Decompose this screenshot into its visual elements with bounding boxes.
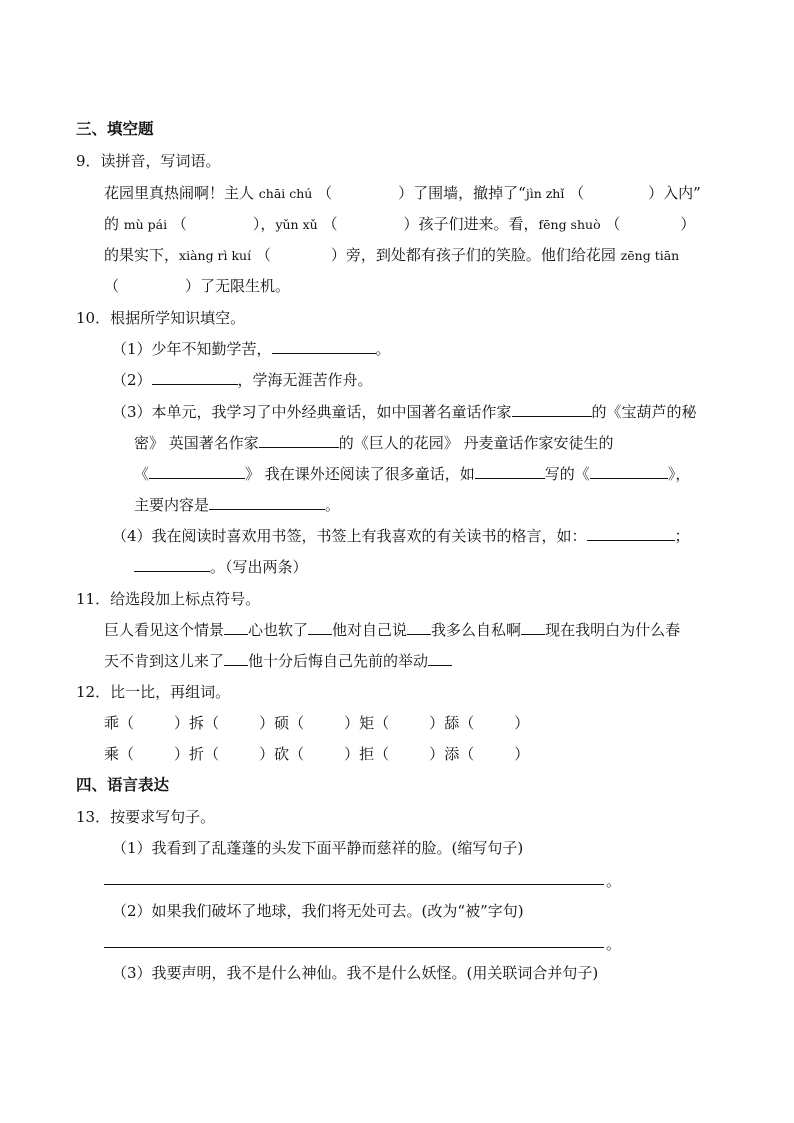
q10-sub-4-line-1 bbox=[112, 526, 690, 546]
bracket: （ bbox=[289, 745, 305, 763]
answer-blank[interactable] bbox=[134, 557, 210, 572]
bracket: （ bbox=[204, 714, 220, 732]
text: 的果实下， bbox=[104, 246, 180, 264]
text: ）了无限生机。 bbox=[185, 277, 291, 295]
text: 。 bbox=[375, 340, 391, 358]
character: 拆 bbox=[189, 714, 205, 732]
bracket: （ bbox=[569, 184, 585, 202]
answer-period: 。 bbox=[606, 935, 622, 953]
text: （3）本单元，我学习了中外经典童话，如中国著名童话作家 bbox=[112, 403, 512, 421]
text: 的《宝葫芦的秘 bbox=[591, 403, 697, 421]
punctuation-blank[interactable] bbox=[224, 620, 248, 635]
question-12-title: 12．比一比，再组词。 bbox=[76, 683, 231, 701]
q10-sub-2 bbox=[112, 370, 373, 390]
q10-sub-3-line-4 bbox=[134, 495, 340, 515]
text: 》 我在课外还阅读了很多童话，如 bbox=[245, 465, 475, 483]
pinyin: xiàng rì kuí bbox=[179, 248, 252, 263]
text: （1）少年不知勤学苦， bbox=[112, 340, 272, 358]
text: 他对自己说 bbox=[332, 621, 408, 639]
question-9-title: 9．读拼音，写词语。 bbox=[76, 152, 221, 170]
q10-sub-3-line-2 bbox=[134, 433, 614, 453]
answer-blank[interactable] bbox=[512, 402, 592, 417]
text: ， bbox=[675, 465, 691, 483]
q10-sub-1 bbox=[112, 339, 391, 359]
question-13-title: 13．按要求写句子。 bbox=[76, 808, 216, 826]
bracket: ） bbox=[259, 714, 275, 732]
q9-line-2 bbox=[104, 214, 695, 235]
q10-sub-3-line-3 bbox=[134, 464, 690, 484]
text: 我多么自私啊 bbox=[431, 621, 522, 639]
punctuation-blank[interactable] bbox=[224, 651, 248, 666]
text: 心也软了 bbox=[248, 621, 309, 639]
bracket: ） bbox=[429, 714, 445, 732]
bracket: ） bbox=[174, 714, 190, 732]
question-10-title: 10．根据所学知识填空。 bbox=[76, 309, 246, 327]
text: ，学海无涯苦作舟。 bbox=[237, 371, 373, 389]
bracket: ） bbox=[344, 714, 360, 732]
answer-blank[interactable] bbox=[587, 526, 675, 541]
pinyin: fēng shuò bbox=[538, 217, 601, 232]
pinyin: mù pái bbox=[123, 217, 168, 232]
answer-blank[interactable] bbox=[475, 464, 545, 479]
character: 砍 bbox=[274, 745, 290, 763]
answer-blank[interactable] bbox=[209, 495, 325, 510]
answer-blank[interactable] bbox=[259, 433, 339, 448]
answer-blank[interactable] bbox=[152, 370, 238, 385]
punctuation-blank[interactable] bbox=[407, 620, 431, 635]
text: 》 bbox=[667, 465, 676, 483]
q9-line-3 bbox=[104, 245, 679, 266]
bracket: ） bbox=[680, 215, 696, 233]
bracket: ） bbox=[259, 745, 275, 763]
q13-sub-3: （3）我要声明，我不是什么神仙。我不是什么妖怪。(用关联词合并句子) bbox=[112, 964, 599, 982]
text: （4）我在阅读时喜欢用书签，书签上有我喜欢的有关读书的格言，如： bbox=[112, 527, 587, 545]
punctuation-blank[interactable] bbox=[521, 620, 545, 635]
bracket: （ bbox=[119, 714, 135, 732]
bracket: （ bbox=[322, 215, 338, 233]
text: 的 bbox=[104, 215, 124, 233]
text: 密》 英国著名作家 bbox=[134, 434, 259, 452]
answer-line[interactable] bbox=[104, 884, 604, 885]
q9-line-1 bbox=[104, 183, 701, 204]
bracket: （ bbox=[171, 215, 187, 233]
bracket: （ bbox=[255, 246, 271, 264]
question-11-title: 11．给选段加上标点符号。 bbox=[76, 590, 261, 608]
text: （2） bbox=[112, 371, 152, 389]
text: 的《巨人的花园》 丹麦童话作家安徒生的 bbox=[338, 434, 614, 452]
text: 写的《 bbox=[544, 465, 590, 483]
pinyin: yǔn xǔ bbox=[275, 217, 318, 232]
text: ）孩子们进来。看， bbox=[403, 215, 539, 233]
bracket: ） bbox=[514, 745, 530, 763]
bracket: （ bbox=[459, 714, 475, 732]
text: 。（写出两条） bbox=[210, 558, 308, 576]
text: 现在我明白为什么春 bbox=[545, 621, 681, 639]
text: 花园里真热闹啊！主人 bbox=[104, 184, 259, 202]
character: 乖 bbox=[104, 714, 120, 732]
bracket: ） bbox=[344, 745, 360, 763]
text: ）了围墙，撤掉了“ bbox=[398, 184, 526, 202]
bracket: （ bbox=[289, 714, 305, 732]
character: 乘 bbox=[104, 745, 120, 763]
text: 。 bbox=[325, 496, 341, 514]
section-title: 四、语言表达 bbox=[76, 776, 170, 794]
bracket: （ bbox=[374, 745, 390, 763]
bracket: ） bbox=[514, 714, 530, 732]
bracket: （ bbox=[374, 714, 390, 732]
q9-line-4 bbox=[104, 276, 290, 296]
punctuation-blank[interactable] bbox=[428, 651, 452, 666]
answer-blank[interactable] bbox=[590, 464, 668, 479]
text: ）入内” bbox=[648, 184, 701, 202]
section-title: 三、填空题 bbox=[76, 120, 154, 138]
character: 矩 bbox=[359, 714, 375, 732]
character: 折 bbox=[189, 745, 205, 763]
q13-sub-2: （2）如果我们破坏了地球，我们将无处可去。(改为“被”字句) bbox=[112, 902, 524, 920]
text: ； bbox=[674, 527, 690, 545]
q10-sub-3-line-1 bbox=[112, 402, 697, 422]
answer-period: 。 bbox=[606, 872, 622, 890]
text: 他十分后悔自己先前的举动 bbox=[248, 652, 429, 670]
q10-sub-4-line-2 bbox=[134, 557, 308, 577]
pinyin: jìn zhǐ bbox=[525, 186, 565, 201]
bracket: （ bbox=[459, 745, 475, 763]
answer-blank[interactable] bbox=[149, 464, 245, 479]
bracket: （ bbox=[317, 184, 333, 202]
q12-row-1 bbox=[104, 713, 529, 733]
character: 拒 bbox=[359, 745, 375, 763]
character: 舔 bbox=[444, 714, 460, 732]
answer-line[interactable] bbox=[104, 947, 604, 948]
q11-passage-line-1 bbox=[104, 620, 680, 640]
text: ）旁，到处都有孩子们的笑脸。他们给花园 bbox=[330, 246, 621, 264]
q12-row-2 bbox=[104, 744, 529, 764]
bracket: ） bbox=[174, 745, 190, 763]
pinyin: chāi chú bbox=[258, 186, 313, 201]
punctuation-blank[interactable] bbox=[308, 620, 332, 635]
bracket: （ bbox=[204, 745, 220, 763]
bracket: （ bbox=[104, 277, 120, 295]
answer-blank[interactable] bbox=[272, 339, 376, 354]
text: 《 bbox=[134, 465, 150, 483]
q11-passage-line-2 bbox=[104, 651, 452, 671]
text: 巨人看见这个情景 bbox=[104, 621, 225, 639]
character: 添 bbox=[444, 745, 460, 763]
text: 天不肯到这儿来了 bbox=[104, 652, 225, 670]
pinyin: zēng tiān bbox=[620, 248, 680, 263]
bracket: （ bbox=[119, 745, 135, 763]
q13-sub-1: （1）我看到了乱蓬蓬的头发下面平静而慈祥的脸。(缩写句子) bbox=[112, 839, 524, 857]
text: 主要内容是 bbox=[134, 496, 210, 514]
bracket: （ bbox=[605, 215, 621, 233]
character: 硕 bbox=[274, 714, 290, 732]
bracket: ） bbox=[429, 745, 445, 763]
text: ）， bbox=[252, 215, 276, 233]
